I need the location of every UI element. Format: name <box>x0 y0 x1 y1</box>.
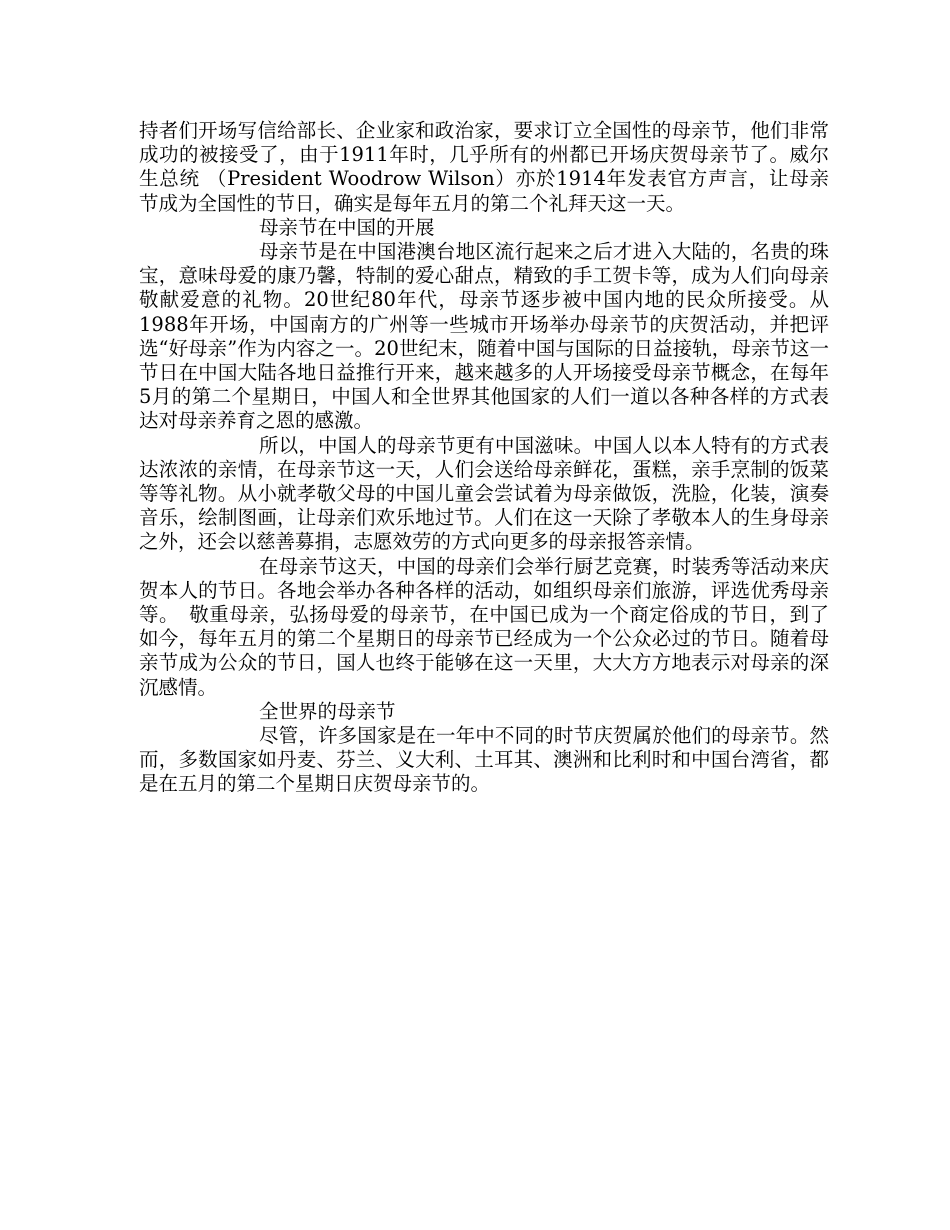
paragraph-china-development: 母亲节是在中国港澳台地区流行起来之后才进入大陆的，名贵的珠宝，意味母爱的康乃馨，特制的爱心甜点，精致的手工贺卡等，成为人们向母亲敬献爱意的礼物。20世纪80年代，母亲节逐步被中国内地的民众所接受。从1988年开场，中国南方的广州等一些城市开场举办母亲节的庆贺活动，并把评选“好母亲”作为内容之一。20世纪末，随着中国与国际的日益接轨，母亲节这一节日在中国大陆各地日益推行开来，越来越多的人开场接受母亲节概念，在每年5月的第二个星期日，中国人和全世界其他国家的人们一道以各种各样的方式表达对母亲养育之恩的感激。 <box>139 240 829 433</box>
document-page <box>139 119 829 797</box>
paragraph-world: 尽管，许多国家是在一年中不同的时节庆贺属於他们的母亲节。然而，多数国家如丹麦、芬兰、义大利、土耳其、澳洲和比利时和中国台湾省，都是在五月的第二个星期日庆贺母亲节的。 <box>139 724 829 796</box>
section-heading-world: 全世界的母亲节 <box>259 699 396 723</box>
paragraph-us-history: 持者们开场写信给部长、企业家和政治家，要求订立全国性的母亲节，他们非常成功的被接受了，由于1911年时，几乎所有的州都已开场庆贺母亲节了。威尔生总统 （President Woodrow Wilson）亦於1914年发表官方声言，让母亲节成为全国性的节日，确实是每年五月的第二个礼拜天这一天。 <box>139 119 829 215</box>
paragraph-china-flavor: 所以，中国人的母亲节更有中国滋味。中国人以本人特有的方式表达浓浓的亲情，在母亲节这一天，人们会送给母亲鲜花，蛋糕，亲手烹制的饭菜等等礼物。从小就孝敬父母的中国儿童会尝试着为母亲做饭，洗脸，化装，演奏音乐，绘制图画，让母亲们欢乐地过节。人们在这一天除了孝敬本人的生身母亲之外，还会以慈善募捐，志愿效劳的方式向更多的母亲报答亲情。 <box>139 433 829 554</box>
section-heading-china: 母亲节在中国的开展 <box>259 215 435 239</box>
paragraph-china-activities: 在母亲节这天，中国的母亲们会举行厨艺竞赛，时装秀等活动来庆贺本人的节日。各地会举办各种各样的活动，如组织母亲们旅游，评选优秀母亲等。 敬重母亲，弘扬母爱的母亲节，在中国已成为一个商定俗成的节日，到了如今，每年五月的第二个星期日的母亲节已经成为一个公众必过的节日。随着母亲节成为公众的节日，国人也终于能够在这一天里，大大方方地表示对母亲的深沉感情。 <box>139 554 829 699</box>
